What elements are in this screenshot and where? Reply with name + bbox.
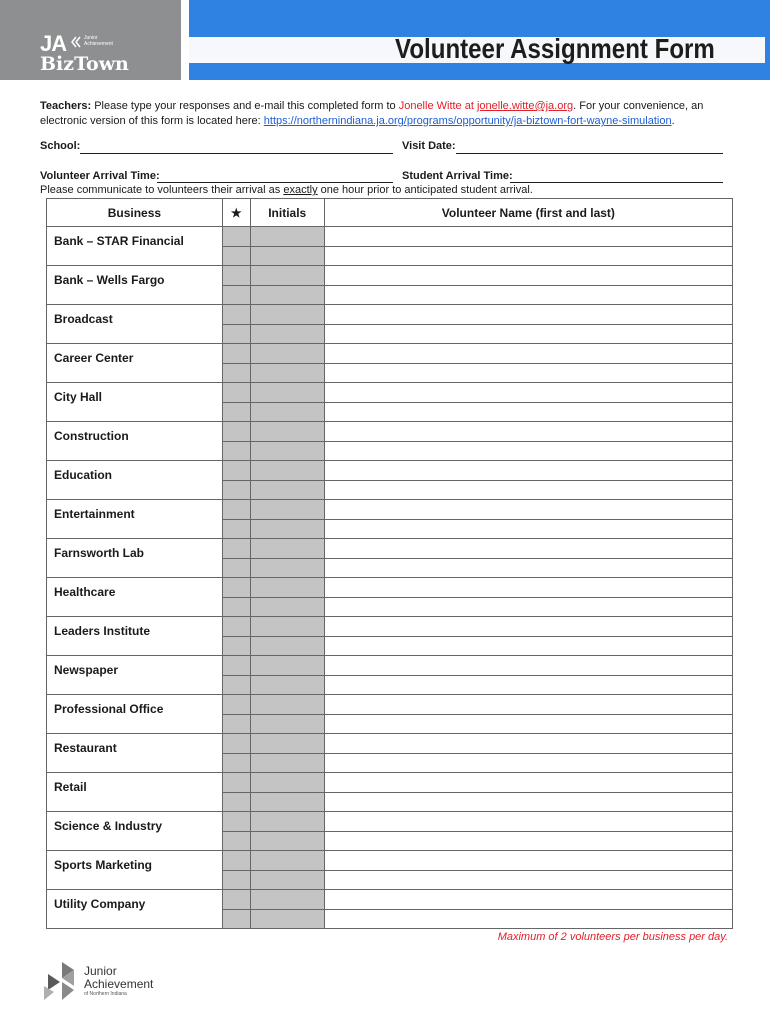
initials-cell[interactable] [250,285,324,305]
footer-ja-name: Junior Achievement [84,964,154,991]
initials-cell[interactable] [250,675,324,695]
contact-name: Jonelle Witte at [398,100,477,112]
visit-date-field[interactable] [456,153,723,154]
initials-cell[interactable] [250,578,324,598]
initials-cell[interactable] [250,558,324,578]
volunteer-name-cell[interactable] [324,734,732,754]
initials-cell[interactable] [250,305,324,325]
table-row [47,812,733,832]
star-cell[interactable] [222,636,250,656]
initials-cell[interactable] [250,441,324,461]
volunteer-name-cell[interactable] [324,422,732,442]
star-cell[interactable] [222,285,250,305]
form-url-link[interactable]: https://northernindiana.ja.org/programs/opportunity/ja-biztown-fort-wayne-simulation [263,115,672,127]
business-name: Farnsworth Lab [47,539,223,578]
table-row [47,422,733,442]
volunteer-name-cell[interactable] [324,266,732,286]
logo-ja-text: JA [40,31,67,56]
business-name: Sports Marketing [47,851,223,890]
initials-cell[interactable] [250,773,324,793]
star-cell[interactable] [222,441,250,461]
business-name: Bank – STAR Financial [47,227,223,266]
volunteer-name-cell[interactable] [324,753,732,773]
star-cell[interactable] [222,539,250,559]
star-cell[interactable] [222,578,250,598]
volunteer-name-cell[interactable] [324,656,732,676]
star-cell[interactable] [222,909,250,929]
star-cell[interactable] [222,870,250,890]
volunteer-name-cell[interactable] [324,851,732,871]
table-row [47,578,733,598]
star-cell[interactable] [222,461,250,481]
volunteer-name-cell[interactable] [324,305,732,325]
title-bar [189,0,770,80]
star-cell[interactable] [222,305,250,325]
star-icon: ★ [222,199,250,227]
business-name: Science & Industry [47,812,223,851]
volunteer-name-cell[interactable] [324,675,732,695]
arrival-note: Please communicate to volunteers their arrival as exactly one hour prior to anticipated student arrival. [40,184,533,196]
volunteer-name-cell[interactable] [324,578,732,598]
volunteer-name-cell[interactable] [324,558,732,578]
star-cell[interactable] [222,617,250,637]
volunteer-name-cell[interactable] [324,773,732,793]
volunteer-name-header: Volunteer Name (first and last) [324,199,732,227]
volunteer-name-cell[interactable] [324,519,732,539]
volunteer-name-cell[interactable] [324,285,732,305]
table-row [47,890,733,910]
volunteer-name-cell[interactable] [324,480,732,500]
max-volunteers-note: Maximum of 2 volunteers per business per day. [497,931,728,943]
teachers-label: Teachers: [40,100,92,112]
volunteer-name-cell[interactable] [324,363,732,383]
volunteer-name-cell[interactable] [324,344,732,364]
student-arrival-label: Student Arrival Time: [402,170,513,182]
logo-arrows-icon [70,35,82,49]
table-row [47,227,733,247]
initials-header: Initials [250,199,324,227]
ja-biztown-logo [0,0,181,80]
volunteer-name-cell[interactable] [324,636,732,656]
star-cell[interactable] [222,266,250,286]
initials-cell[interactable] [250,714,324,734]
intro-paragraph: Teachers: Please type your responses and e-mail this completed form to Jonelle Witte at jonelle.witte@ja.org. For your convenience, an electronic version of this form is located here: https://northernindiana.ja.org/programs/opportunity/ja-biztown-fort-wayne-simulation. [40,100,704,127]
volunteer-name-cell[interactable] [324,461,732,481]
table-row [47,773,733,793]
initials-cell[interactable] [250,597,324,617]
star-cell[interactable] [222,422,250,442]
initials-cell[interactable] [250,539,324,559]
star-cell[interactable] [222,695,250,715]
business-name: Entertainment [47,500,223,539]
star-cell[interactable] [222,890,250,910]
table-row [47,695,733,715]
initials-cell[interactable] [250,402,324,422]
initials-cell[interactable] [250,500,324,520]
table-row [47,461,733,481]
star-cell[interactable] [222,753,250,773]
star-cell[interactable] [222,344,250,364]
initials-cell[interactable] [250,383,324,403]
star-cell[interactable] [222,363,250,383]
star-cell[interactable] [222,480,250,500]
star-cell[interactable] [222,812,250,832]
volunteer-name-cell[interactable] [324,597,732,617]
volunteer-name-cell[interactable] [324,383,732,403]
volunteer-name-cell[interactable] [324,227,732,247]
business-name: Utility Company [47,890,223,929]
initials-cell[interactable] [250,909,324,929]
business-name: Broadcast [47,305,223,344]
star-cell[interactable] [222,227,250,247]
volunteer-name-cell[interactable] [324,617,732,637]
volunteer-arrival-field[interactable] [157,182,393,183]
star-cell[interactable] [222,831,250,851]
business-name: Construction [47,422,223,461]
volunteer-name-cell[interactable] [324,890,732,910]
business-name: Bank – Wells Fargo [47,266,223,305]
star-cell[interactable] [222,792,250,812]
volunteer-name-cell[interactable] [324,539,732,559]
initials-cell[interactable] [250,636,324,656]
initials-cell[interactable] [250,266,324,286]
business-name: City Hall [47,383,223,422]
initials-cell[interactable] [250,519,324,539]
volunteer-table [46,198,733,929]
business-name: Retail [47,773,223,812]
star-cell[interactable] [222,597,250,617]
initials-cell[interactable] [250,695,324,715]
volunteer-name-cell[interactable] [324,831,732,851]
business-name: Restaurant [47,734,223,773]
initials-cell[interactable] [250,656,324,676]
initials-cell[interactable] [250,851,324,871]
volunteer-name-cell[interactable] [324,402,732,422]
footer-ja-region: of Northern Indiana [84,991,127,997]
logo-junior-achievement: Junior Achievement [84,35,113,47]
business-name: Healthcare [47,578,223,617]
table-row [47,266,733,286]
star-cell[interactable] [222,656,250,676]
initials-cell[interactable] [250,344,324,364]
initials-cell[interactable] [250,461,324,481]
star-cell[interactable] [222,714,250,734]
volunteer-name-cell[interactable] [324,870,732,890]
initials-cell[interactable] [250,617,324,637]
initials-cell[interactable] [250,792,324,812]
star-cell[interactable] [222,402,250,422]
intro-text-2: . For your convenience, an electronic version of this form is located here: [40,100,704,127]
table-row [47,383,733,403]
volunteer-name-cell[interactable] [324,441,732,461]
business-name: Newspaper [47,656,223,695]
table-row [47,851,733,871]
star-cell[interactable] [222,675,250,695]
business-name: Career Center [47,344,223,383]
table-row [47,617,733,637]
initials-cell[interactable] [250,227,324,247]
table-row [47,344,733,364]
initials-cell[interactable] [250,812,324,832]
page-title: Volunteer Assignment Form [395,33,715,64]
volunteer-name-cell[interactable] [324,695,732,715]
initials-cell[interactable] [250,246,324,266]
table-row [47,656,733,676]
initials-cell[interactable] [250,890,324,910]
star-cell[interactable] [222,383,250,403]
initials-cell[interactable] [250,480,324,500]
visit-date-label: Visit Date: [402,140,456,152]
page-header [0,0,770,80]
star-cell[interactable] [222,324,250,344]
star-cell[interactable] [222,734,250,754]
junior-achievement-logo-icon [40,960,80,1004]
business-name: Professional Office [47,695,223,734]
volunteer-name-cell[interactable] [324,714,732,734]
table-row [47,500,733,520]
table-row [47,734,733,754]
table-row [47,539,733,559]
initials-cell[interactable] [250,831,324,851]
initials-cell[interactable] [250,422,324,442]
table-header-row [47,199,733,227]
contact-email-link[interactable]: jonelle.witte@ja.org [476,100,574,112]
star-cell[interactable] [222,246,250,266]
school-field[interactable] [80,153,393,154]
logo-biztown-text: BizTown [40,53,129,75]
star-cell[interactable] [222,558,250,578]
volunteer-name-cell[interactable] [324,324,732,344]
volunteer-name-cell[interactable] [324,792,732,812]
initials-cell[interactable] [250,363,324,383]
student-arrival-field[interactable] [510,182,723,183]
business-name: Leaders Institute [47,617,223,656]
volunteer-arrival-label: Volunteer Arrival Time: [40,170,160,182]
volunteer-name-cell[interactable] [324,909,732,929]
volunteer-name-cell[interactable] [324,500,732,520]
intro-text-1: Please type your responses and e-mail this completed form to [91,100,399,112]
star-cell[interactable] [222,500,250,520]
volunteer-name-cell[interactable] [324,246,732,266]
star-cell[interactable] [222,851,250,871]
initials-cell[interactable] [250,734,324,754]
star-cell[interactable] [222,773,250,793]
star-cell[interactable] [222,519,250,539]
school-label: School: [40,140,81,152]
initials-cell[interactable] [250,870,324,890]
initials-cell[interactable] [250,753,324,773]
table-row [47,305,733,325]
business-header: Business [47,199,223,227]
business-name: Education [47,461,223,500]
initials-cell[interactable] [250,324,324,344]
volunteer-name-cell[interactable] [324,812,732,832]
